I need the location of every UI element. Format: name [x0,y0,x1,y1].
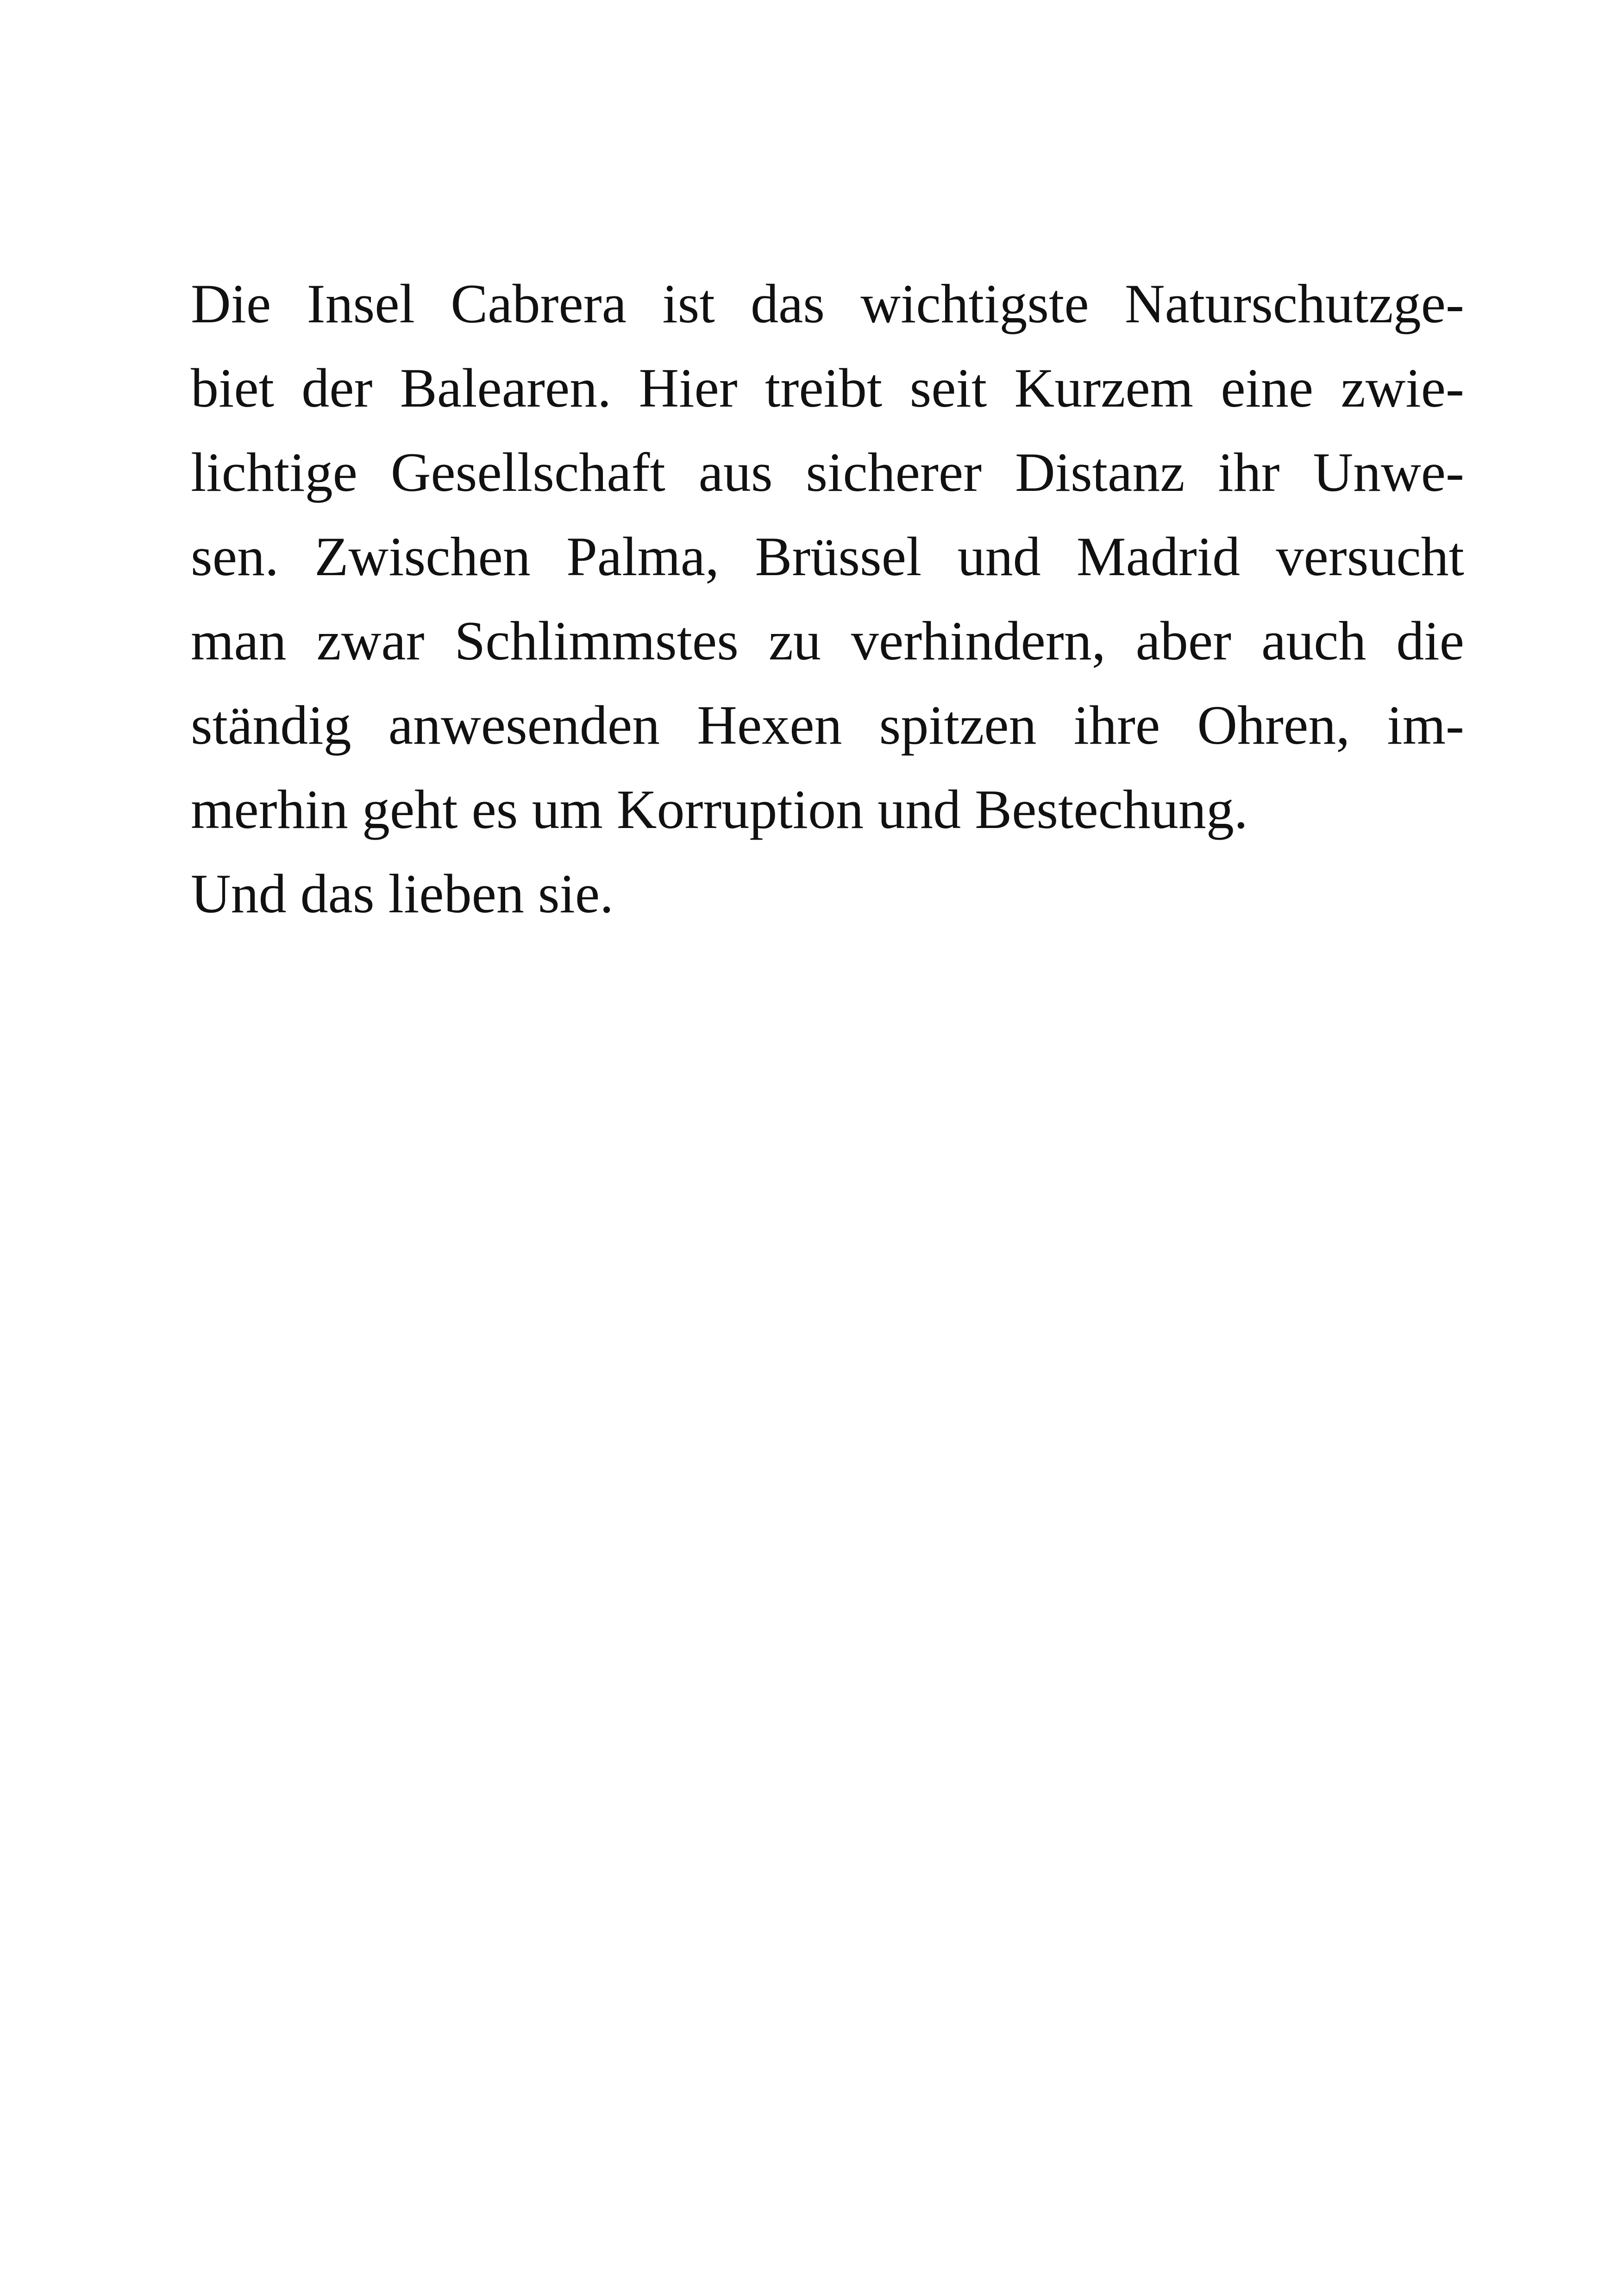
paragraph-line-3: lichtige Gesellschaft aus sicherer Distanz ihr Unwe- [191,441,1464,503]
paragraph-line-8: Und das lieben sie. [191,863,614,924]
paragraph-line-7: merhin geht es um Korruption und Bestechung. [191,778,1248,840]
paragraph-line-5: man zwar Schlimmstes zu verhindern, aber auch die [191,610,1464,671]
paragraph-line-2: biet der Balearen. Hier treibt seit Kurzem eine zwie- [191,357,1464,419]
paragraph-line-6: ständig anwesenden Hexen spitzen ihre Ohren, im- [191,694,1464,756]
paragraph-line-4: sen. Zwischen Palma, Brüssel und Madrid versucht [191,526,1464,587]
paragraph-line-1: Die Insel Cabrera ist das wichtigste Naturschutzge- [191,273,1464,334]
body-paragraph [191,262,1464,936]
